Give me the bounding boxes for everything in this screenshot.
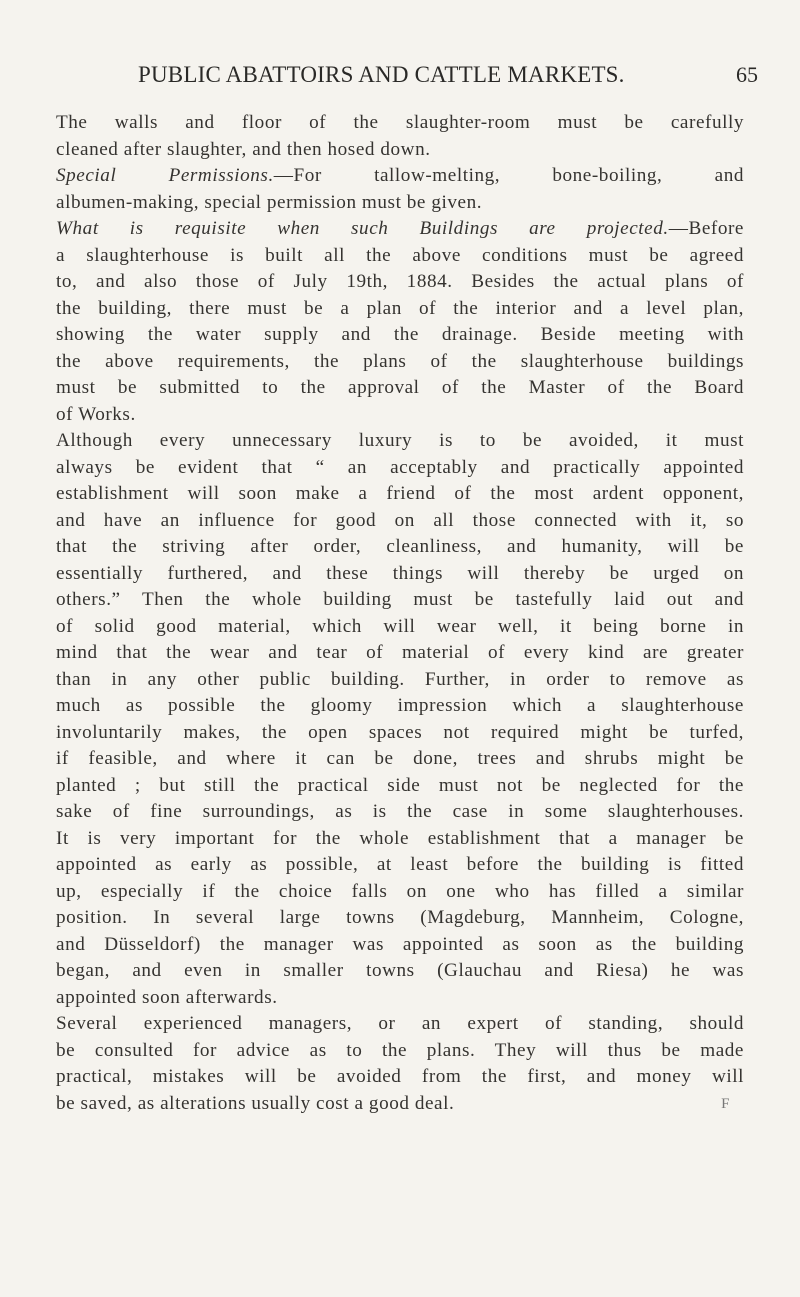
text-line: much as possible the gloomy impression which a slaughterhouse (56, 695, 744, 716)
text-line: up, especially if the choice falls on one who has filled a similar (56, 880, 744, 902)
running-head-title: PUBLIC ABATTOIRS AND CATTLE MARKETS. (138, 62, 625, 87)
text-line: position. In several large towns (Magdeburg, Mannheim, Cologne, (56, 907, 744, 928)
text-line: practical, mistakes will be avoided from the first, and money will (56, 1066, 744, 1087)
text-run: —Before (668, 218, 744, 239)
section-heading-what-is-requisite: What is requisite when such Buildings are projected. (56, 218, 669, 239)
text-line: and have an influence for good on all those connected with it, so (56, 509, 744, 531)
text-line: It is very important for the whole establishment that a manager be (56, 827, 744, 849)
text-line-last (56, 1091, 744, 1118)
signature-mark: F (721, 1095, 730, 1112)
body-text (56, 110, 744, 1117)
text-run: be saved, as alterations usually cost a good deal. (56, 1092, 455, 1114)
text-line: appointed as early as possible, at least before the building is fitted (56, 854, 744, 875)
text-line: essentially furthered, and these things will thereby be urged on (56, 562, 744, 584)
page-number: 65 (736, 62, 758, 87)
text-line: Several experienced managers, or an expert of standing, should (56, 1013, 744, 1034)
text-line: of Works. (56, 403, 136, 425)
text-line: planted ; but still the practical side must not be neglected for the (56, 774, 744, 796)
text-line: cleaned after slaughter, and then hosed down. (56, 138, 431, 160)
text-line: if feasible, and where it can be done, trees and shrubs might be (56, 748, 744, 769)
text-line: than in any other public building. Further, in order to remove as (56, 668, 744, 690)
text-run: —For tallow-melting, bone-boiling, and (273, 165, 744, 186)
text-line: of solid good material, which will wear well, it being borne in (56, 615, 744, 637)
text-line: albumen-making, special permission must be given. (56, 191, 483, 213)
text-line-special-permissions (56, 163, 744, 190)
text-line: mind that the wear and tear of material of every kind are greater (56, 642, 744, 663)
text-line: Although every unnecessary luxury is to be avoided, it must (56, 430, 744, 451)
text-line: others.” Then the whole building must be tastefully laid out and (56, 589, 744, 610)
running-head (138, 62, 758, 92)
text-line: that the striving after order, cleanliness, and humanity, will be (56, 536, 744, 557)
text-line: appointed soon afterwards. (56, 986, 278, 1008)
section-heading-special-permissions: Special Permissions. (56, 165, 274, 186)
text-line: must be submitted to the approval of the Master of the Board (56, 377, 744, 398)
text-line: a slaughterhouse is built all the above conditions must be agreed (56, 244, 744, 266)
text-line-what-is-requisite (56, 216, 744, 243)
text-line: to, and also those of July 19th, 1884. Besides the actual plans of (56, 271, 744, 292)
text-line: establishment will soon make a friend of the most ardent opponent, (56, 483, 744, 504)
text-line: began, and even in smaller towns (Glauchau and Riesa) he was (56, 960, 744, 981)
text-line: be consulted for advice as to the plans. They will thus be made (56, 1039, 744, 1061)
text-line: showing the water supply and the drainage. Beside meeting with (56, 324, 744, 345)
text-line: involuntarily makes, the open spaces not required might be turfed, (56, 721, 744, 743)
text-line: and Düsseldorf) the manager was appointed as soon as the building (56, 933, 744, 955)
text-line: The walls and floor of the slaughter-room must be carefully (56, 112, 744, 133)
text-line: the building, there must be a plan of the interior and a level plan, (56, 297, 744, 319)
text-line: the above requirements, the plans of the slaughterhouse buildings (56, 350, 744, 372)
text-line: sake of fine surroundings, as is the case in some slaughterhouses. (56, 801, 744, 822)
text-line: always be evident that “ an acceptably and practically appointed (56, 456, 744, 478)
